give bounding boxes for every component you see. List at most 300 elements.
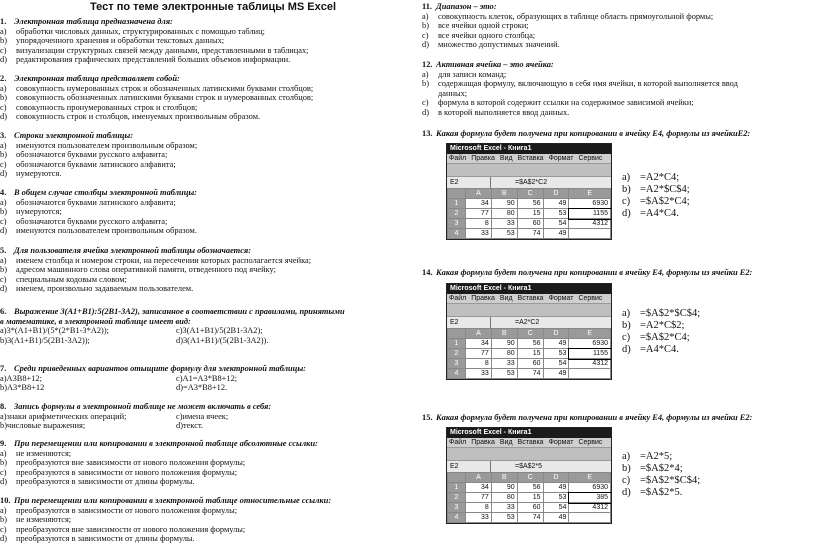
question-6-text: Выражение 3(А1+В1):5(2В1-3А2), записанное в соответствии с правилами, принятыми bbox=[14, 307, 345, 316]
question-14-text: Какая формула будет получена при копировании в ячейку Е4, формулы из ячейки Е2: bbox=[436, 268, 753, 277]
question-4-option-text: именуются пользователем произвольным образом. bbox=[16, 226, 197, 236]
question-13-answer bbox=[622, 196, 690, 208]
cell: 15 bbox=[517, 209, 543, 219]
question-14-excel-formula-bar bbox=[447, 316, 611, 328]
question-12-option bbox=[422, 70, 738, 80]
question-8-option-text: числовые выражения; bbox=[6, 421, 86, 431]
question-5-text: Для пользователя ячейка электронной таблицы обозначается: bbox=[14, 246, 252, 255]
row-header: 1 bbox=[448, 339, 466, 349]
question-13-excel-formula-bar bbox=[447, 176, 611, 188]
cell: 53 bbox=[491, 229, 517, 239]
question-4-option-text: обозначаются буквами латинского алфавита; bbox=[16, 197, 176, 207]
cell: 33 bbox=[465, 229, 491, 239]
column-header: D bbox=[543, 189, 569, 199]
question-11-option bbox=[422, 21, 713, 31]
question-14-answer-letter: b) bbox=[622, 320, 631, 331]
question-2-option-letter: d) bbox=[0, 112, 7, 122]
question-15-excel-row bbox=[448, 503, 611, 513]
question-6-option-letter: b) bbox=[0, 335, 7, 345]
question-10-number: 10. bbox=[0, 496, 11, 505]
question-10-option-letter: a) bbox=[0, 505, 7, 515]
question-9-text: При перемещении или копировании в электронной таблице абсолютные ссылки: bbox=[14, 439, 318, 448]
question-8-option-letter: b) bbox=[0, 421, 7, 431]
question-8 bbox=[0, 402, 376, 431]
cell bbox=[569, 513, 611, 523]
question-2-option-text: совокупность пронумерованных строк и столбцов; bbox=[16, 102, 198, 112]
question-11-option-letter: a) bbox=[422, 11, 429, 21]
question-13-excel-grid bbox=[447, 188, 611, 239]
column-header: D bbox=[543, 473, 569, 483]
question-14-excel-row bbox=[448, 349, 611, 359]
question-9-option bbox=[0, 468, 318, 478]
column-header: C bbox=[517, 473, 543, 483]
cell: 8 bbox=[465, 219, 491, 229]
column-header: E bbox=[569, 189, 611, 199]
cell: 54 bbox=[543, 219, 569, 229]
column-header: A bbox=[465, 329, 491, 339]
question-5-option bbox=[0, 275, 311, 285]
question-12-option-letter: b) bbox=[422, 79, 429, 89]
question-5-option-letter: d) bbox=[0, 284, 7, 294]
question-4-option bbox=[0, 226, 197, 236]
cell: 34 bbox=[465, 199, 491, 209]
cell: 56 bbox=[517, 483, 543, 493]
question-13-excel-formula: =$A$2*C2 bbox=[515, 179, 548, 186]
question-13-excel-toolbar bbox=[447, 163, 611, 176]
question-4 bbox=[0, 188, 197, 236]
question-7-option-letter: d) bbox=[176, 383, 183, 393]
question-14-answers bbox=[622, 308, 700, 356]
cell: 90 bbox=[491, 483, 517, 493]
question-8-text: Запись формулы в электронной таблице не может включать в себя: bbox=[14, 402, 272, 411]
column-header bbox=[448, 329, 466, 339]
question-3-option bbox=[0, 141, 197, 151]
question-1-text: Электронная таблица предназначена для: bbox=[14, 17, 173, 26]
column-header: B bbox=[491, 189, 517, 199]
question-11-option-text: все ячейки одного столбца; bbox=[438, 30, 536, 40]
question-3-number: 3. bbox=[0, 131, 7, 140]
menu-item: Сервис bbox=[578, 295, 603, 302]
question-15-excel-grid bbox=[447, 472, 611, 523]
question-7-option-text: =A3*B8+12. bbox=[182, 383, 228, 393]
question-4-option-letter: a) bbox=[0, 197, 7, 207]
question-4-option-letter: b) bbox=[0, 207, 7, 217]
question-3-option-letter: b) bbox=[0, 150, 7, 160]
question-3-option bbox=[0, 169, 197, 179]
question-5-option-text: именем столбца и номером строки, на пересечении которых располагается ячейка; bbox=[16, 255, 312, 265]
question-8-options-row bbox=[0, 421, 376, 431]
cell: 49 bbox=[543, 513, 569, 523]
question-14-answer bbox=[622, 332, 700, 344]
question-10-option-letter: b) bbox=[0, 515, 7, 525]
question-9-option-letter: d) bbox=[0, 477, 7, 487]
question-14-excel-row bbox=[448, 369, 611, 379]
row-header: 3 bbox=[448, 219, 466, 229]
question-7-option bbox=[0, 383, 176, 393]
menu-item: Вид bbox=[499, 439, 513, 446]
question-3-option-letter: c) bbox=[0, 159, 7, 169]
question-10-option bbox=[0, 534, 331, 544]
question-13-excel-menu-bar bbox=[447, 154, 611, 163]
question-14-excel-toolbar bbox=[447, 303, 611, 316]
cell: 60 bbox=[517, 359, 543, 369]
question-4-option bbox=[0, 198, 197, 208]
menu-item: Сервис bbox=[578, 155, 603, 162]
cell: 54 bbox=[543, 503, 569, 513]
question-6-option-letter: c) bbox=[176, 326, 183, 336]
question-1-option-letter: c) bbox=[0, 45, 7, 55]
cell: 1155 bbox=[569, 209, 611, 219]
question-7-option-letter: b) bbox=[0, 383, 7, 393]
cell: 90 bbox=[491, 339, 517, 349]
question-12-option bbox=[422, 108, 738, 118]
question-7-option-text: A3*B8+12 bbox=[6, 383, 45, 393]
cell: 34 bbox=[465, 483, 491, 493]
question-14-answer-text: =$A$2*C4; bbox=[640, 332, 690, 343]
question-11 bbox=[422, 2, 713, 50]
question-11-option-text: все ячейки одной строки; bbox=[438, 21, 529, 31]
question-13-answer-letter: c) bbox=[622, 196, 631, 207]
question-15-answer-letter: d) bbox=[622, 487, 631, 498]
question-3-option-text: именуются пользователем произвольным образом; bbox=[16, 140, 198, 150]
question-14-answer-letter: d) bbox=[622, 344, 631, 355]
question-6-option bbox=[176, 326, 376, 336]
question-14-number: 14. bbox=[422, 268, 433, 277]
row-header: 4 bbox=[448, 369, 466, 379]
menu-item: Правка bbox=[471, 439, 495, 446]
question-15-excel-menu-bar bbox=[447, 438, 611, 447]
menu-item: Вставка bbox=[517, 295, 544, 302]
cell: 33 bbox=[491, 503, 517, 513]
question-15-answer-letter: b) bbox=[622, 463, 631, 474]
question-7-option-letter: c) bbox=[176, 373, 183, 383]
question-9-heading bbox=[0, 439, 318, 449]
question-14-answer bbox=[622, 344, 700, 356]
question-10-option bbox=[0, 506, 331, 516]
question-13-excel-header-row bbox=[448, 189, 611, 199]
question-9-option bbox=[0, 458, 318, 468]
question-15-excel-row bbox=[448, 483, 611, 493]
question-1-option-text: редактирования графических представлений больших объемов информации. bbox=[16, 55, 291, 65]
question-2-heading bbox=[0, 74, 313, 84]
cell: 49 bbox=[543, 483, 569, 493]
question-11-option-letter: c) bbox=[422, 30, 429, 40]
question-7-option-text: A1=A3*B8+12; bbox=[182, 373, 238, 383]
column-header bbox=[448, 189, 466, 199]
question-13-answer-text: =A2*C4; bbox=[640, 172, 680, 183]
question-14-excel-title-bar: Microsoft Excel - Книга1 bbox=[447, 284, 611, 294]
question-13-text: Какая формула будет получена при копировании в ячейку Е4, формулы из ячейкиЕ2: bbox=[436, 129, 751, 138]
question-13-answer bbox=[622, 208, 690, 220]
question-5-option-letter: a) bbox=[0, 255, 7, 265]
row-header: 2 bbox=[448, 209, 466, 219]
cell: 77 bbox=[465, 493, 491, 503]
question-3-option-text: обозначаются буквами латинского алфавита; bbox=[16, 159, 176, 169]
question-3-option bbox=[0, 160, 197, 170]
question-1-option bbox=[0, 46, 308, 56]
cell: 49 bbox=[543, 369, 569, 379]
question-5-option bbox=[0, 265, 311, 275]
column-header: A bbox=[465, 189, 491, 199]
cell: 33 bbox=[465, 369, 491, 379]
question-6-options-row bbox=[0, 336, 376, 346]
question-14-answer-letter: c) bbox=[622, 332, 631, 343]
question-15-excel-header-row bbox=[448, 473, 611, 483]
question-15 bbox=[422, 413, 752, 423]
question-15-answer-text: =$A$2*5. bbox=[640, 487, 683, 498]
row-header: 1 bbox=[448, 483, 466, 493]
question-9-option bbox=[0, 477, 318, 487]
question-2-option-letter: b) bbox=[0, 93, 7, 103]
question-6-options-row bbox=[0, 326, 376, 336]
question-12-option bbox=[422, 98, 738, 108]
question-2-option-text: совокупность обозначенных латинскими буквами строк и нумерованных столбцов; bbox=[16, 93, 314, 103]
cell: 77 bbox=[465, 349, 491, 359]
cell: 8 bbox=[465, 359, 491, 369]
question-9-option-text: преобразуются вне зависимости от нового положения формулы; bbox=[16, 458, 246, 468]
question-15-answer-letter: c) bbox=[622, 475, 631, 486]
menu-item: Файл bbox=[449, 295, 467, 302]
question-11-option-letter: b) bbox=[422, 21, 429, 31]
question-14-answer-text: =A4*C4. bbox=[640, 344, 679, 355]
question-3-option bbox=[0, 150, 197, 160]
column-header: B bbox=[491, 329, 517, 339]
cell: 80 bbox=[491, 209, 517, 219]
cell: 53 bbox=[543, 493, 569, 503]
question-6-heading bbox=[0, 307, 376, 317]
menu-item: Сервис bbox=[578, 439, 603, 446]
question-13-answer-text: =A2*$C$4; bbox=[640, 184, 690, 195]
column-header: C bbox=[517, 329, 543, 339]
cell: 6930 bbox=[569, 339, 611, 349]
question-12-text: Активная ячейка – это ячейка: bbox=[436, 60, 554, 69]
question-2-option-letter: a) bbox=[0, 83, 7, 93]
question-14-excel-row bbox=[448, 339, 611, 349]
row-header: 3 bbox=[448, 359, 466, 369]
question-1-option-text: упорядоченного хранения и обработки текстовых данных; bbox=[16, 36, 225, 46]
column-header: C bbox=[517, 189, 543, 199]
question-8-options-row bbox=[0, 412, 376, 422]
question-7-text: Среди приведенных вариантов отыщите формулу для электронной таблицы: bbox=[14, 364, 306, 373]
question-1 bbox=[0, 17, 308, 65]
question-3-option-letter: a) bbox=[0, 140, 7, 150]
question-1-number: 1. bbox=[0, 17, 7, 26]
question-1-option-letter: d) bbox=[0, 55, 7, 65]
question-15-answer-text: =$A$2*4; bbox=[640, 463, 683, 474]
question-11-option-letter: d) bbox=[422, 40, 429, 50]
cell: 53 bbox=[543, 209, 569, 219]
question-15-number: 15. bbox=[422, 413, 433, 422]
question-10-option-text: не изменяются; bbox=[16, 515, 72, 525]
question-1-option-text: обработки числовых данных, структурированных с помощью таблиц; bbox=[16, 26, 265, 36]
cell: 33 bbox=[465, 513, 491, 523]
question-8-option-letter: d) bbox=[176, 421, 183, 431]
question-4-option bbox=[0, 207, 197, 217]
column-header: E bbox=[569, 473, 611, 483]
question-2 bbox=[0, 74, 313, 122]
cell: 6930 bbox=[569, 199, 611, 209]
question-14-answer bbox=[622, 320, 700, 332]
cell: 80 bbox=[491, 349, 517, 359]
question-6-number: 6. bbox=[0, 307, 7, 316]
page-title: Тест по теме электронные таблицы MS Excel bbox=[90, 1, 337, 13]
question-8-option-text: имена ячеек; bbox=[182, 411, 229, 421]
question-13-answer-text: =A4*C4. bbox=[640, 208, 679, 219]
question-13-answer bbox=[622, 184, 690, 196]
question-7-options-row bbox=[0, 383, 376, 393]
cell bbox=[569, 229, 611, 239]
question-5-option-letter: b) bbox=[0, 265, 7, 275]
question-9-option-letter: b) bbox=[0, 458, 7, 468]
question-13 bbox=[422, 129, 750, 139]
question-12-option bbox=[422, 79, 738, 89]
question-6-option bbox=[0, 336, 176, 346]
question-15-answer-text: =$A$2*$C$4; bbox=[640, 475, 701, 486]
column-header: D bbox=[543, 329, 569, 339]
question-10-option-letter: d) bbox=[0, 534, 7, 544]
question-6-option-text: 3(A1+B1)/5(2B1-3A2)); bbox=[6, 335, 90, 345]
question-5 bbox=[0, 246, 311, 294]
question-15-excel bbox=[446, 427, 612, 524]
question-11-option bbox=[422, 31, 713, 41]
question-10-option-letter: c) bbox=[0, 524, 7, 534]
menu-item: Правка bbox=[471, 295, 495, 302]
cell: 4312 bbox=[569, 503, 611, 513]
question-13-answer-letter: d) bbox=[622, 208, 631, 219]
question-6-option-letter: d) bbox=[176, 335, 183, 345]
cell bbox=[569, 369, 611, 379]
question-4-option-text: нумеруются; bbox=[16, 207, 62, 217]
question-15-answers bbox=[622, 451, 700, 499]
question-9-number: 9. bbox=[0, 439, 7, 448]
question-10-option-text: преобразуются в зависимости от длины формулы. bbox=[16, 534, 195, 544]
column-header: B bbox=[491, 473, 517, 483]
question-8-number: 8. bbox=[0, 402, 7, 411]
question-13-number: 13. bbox=[422, 129, 433, 138]
question-12-option-letter: d) bbox=[422, 107, 429, 117]
question-5-option-text: именем, произвольно задаваемым пользователем. bbox=[16, 284, 194, 294]
question-12-option-text: данных; bbox=[438, 88, 468, 98]
question-3-text: Строки электронной таблицы: bbox=[14, 131, 134, 140]
cell: 49 bbox=[543, 199, 569, 209]
question-1-option bbox=[0, 55, 308, 65]
menu-item: Правка bbox=[471, 155, 495, 162]
question-14-excel-grid bbox=[447, 328, 611, 379]
question-10-text: При перемещении или копировании в электронной таблице относительные ссылки: bbox=[14, 496, 332, 505]
question-9 bbox=[0, 439, 318, 487]
question-6-option bbox=[176, 336, 376, 346]
cell: 60 bbox=[517, 503, 543, 513]
question-8-option-letter: c) bbox=[176, 411, 183, 421]
question-2-option bbox=[0, 93, 313, 103]
question-4-heading bbox=[0, 188, 197, 198]
question-14-excel-cell-ref: E2 bbox=[447, 317, 491, 328]
question-2-option bbox=[0, 84, 313, 94]
question-11-option bbox=[422, 40, 713, 50]
question-2-option-letter: c) bbox=[0, 102, 7, 112]
cell: 4312 bbox=[569, 219, 611, 229]
column-header: A bbox=[465, 473, 491, 483]
question-12-option-letter: a) bbox=[422, 69, 429, 79]
question-13-excel-cell-ref: E2 bbox=[447, 177, 491, 188]
question-15-answer-letter: a) bbox=[622, 451, 631, 462]
question-15-answer bbox=[622, 487, 700, 499]
cell: 56 bbox=[517, 199, 543, 209]
cell: 60 bbox=[517, 219, 543, 229]
question-13-answers bbox=[622, 172, 690, 220]
question-4-number: 4. bbox=[0, 188, 7, 197]
question-2-option bbox=[0, 112, 313, 122]
question-15-text: Какая формула будет получена при копировании в ячейку Е4, формулы из ячейки Е2: bbox=[436, 413, 753, 422]
menu-item: Формат bbox=[548, 295, 574, 302]
question-7-options-row bbox=[0, 374, 376, 384]
menu-item: Вставка bbox=[517, 439, 544, 446]
question-6-option-text: 3(A1+B1)/(5(2B1-3A2)). bbox=[182, 335, 269, 345]
cell: 53 bbox=[491, 513, 517, 523]
question-14-answer bbox=[622, 308, 700, 320]
question-14-heading bbox=[422, 268, 752, 278]
question-4-option-letter: d) bbox=[0, 226, 7, 236]
question-13-heading bbox=[422, 129, 750, 139]
question-13-answer-letter: b) bbox=[622, 184, 631, 195]
question-10-option bbox=[0, 525, 331, 535]
question-10-option-text: преобразуются вне зависимости от нового положения формулы; bbox=[16, 524, 246, 534]
question-6-option bbox=[0, 326, 176, 336]
cell: 49 bbox=[543, 339, 569, 349]
cell: 90 bbox=[491, 199, 517, 209]
question-4-text: В общем случае столбцы электронной таблицы: bbox=[14, 188, 197, 197]
question-14 bbox=[422, 268, 752, 278]
question-13-answer-text: =$A$2*C4; bbox=[640, 196, 690, 207]
question-14-excel-header-row bbox=[448, 329, 611, 339]
question-13-excel-row bbox=[448, 229, 611, 239]
question-8-option-text: текст. bbox=[182, 421, 204, 431]
question-11-option bbox=[422, 12, 713, 22]
question-11-number: 11. bbox=[422, 2, 433, 11]
question-3-option-text: нумеруются. bbox=[16, 169, 62, 179]
menu-item: Вид bbox=[499, 155, 513, 162]
cell: 34 bbox=[465, 339, 491, 349]
question-7-option bbox=[176, 383, 376, 393]
question-8-option bbox=[0, 421, 176, 431]
question-11-text: Диапазон – это: bbox=[436, 2, 497, 11]
question-6-heading-line2: в математике, в электронной таблице имеет вид: bbox=[0, 316, 191, 326]
question-10-option-text: преобразуются в зависимости от нового положения формулы; bbox=[16, 505, 238, 515]
question-12-heading bbox=[422, 60, 738, 70]
row-header: 4 bbox=[448, 229, 466, 239]
question-1-option bbox=[0, 36, 308, 46]
question-6-option-text: 3(A1+B1)/5(2B1-3A2); bbox=[182, 326, 263, 336]
question-14-excel-row bbox=[448, 359, 611, 369]
cell: 77 bbox=[465, 209, 491, 219]
question-15-answer bbox=[622, 475, 700, 487]
cell: 74 bbox=[517, 229, 543, 239]
question-5-number: 5. bbox=[0, 246, 7, 255]
question-2-option-text: совокупность нумерованных строк и обозначенных латинскими буквами столбцов; bbox=[16, 83, 314, 93]
question-11-option-text: совокупность клеток, образующих в таблице область прямоугольной формы; bbox=[438, 11, 714, 21]
column-header: E bbox=[569, 329, 611, 339]
question-3-heading bbox=[0, 131, 197, 141]
cell: 74 bbox=[517, 513, 543, 523]
question-8-option-letter: a) bbox=[0, 411, 7, 421]
question-15-excel-formula: =$A$2*5 bbox=[515, 463, 543, 470]
question-12 bbox=[422, 60, 738, 118]
question-9-option-letter: a) bbox=[0, 448, 7, 458]
question-15-excel-title-bar: Microsoft Excel - Книга1 bbox=[447, 428, 611, 438]
question-1-option-letter: b) bbox=[0, 36, 7, 46]
row-header: 2 bbox=[448, 493, 466, 503]
question-1-option-letter: a) bbox=[0, 26, 7, 36]
